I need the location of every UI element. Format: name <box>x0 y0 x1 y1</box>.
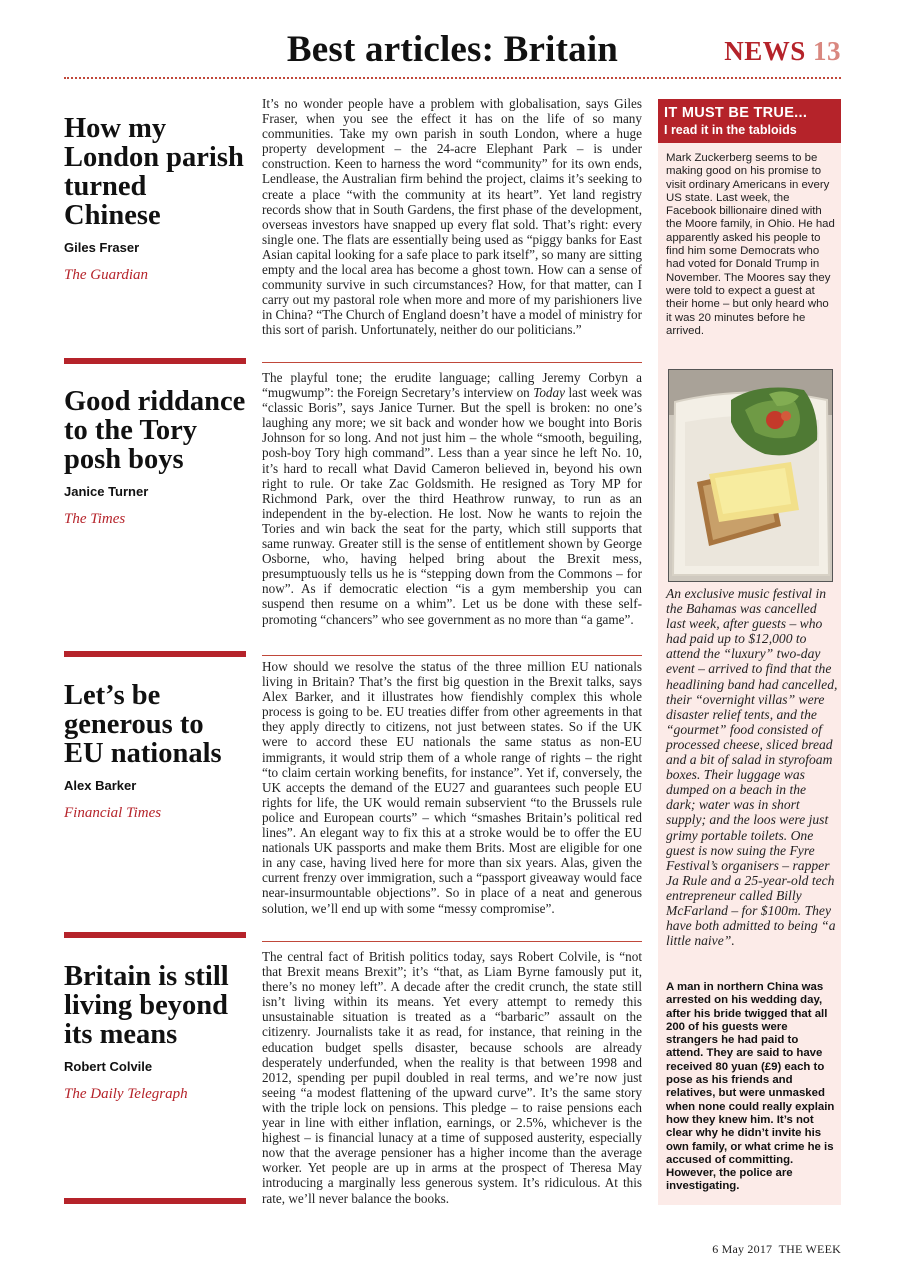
section-name: NEWS <box>724 36 806 66</box>
article-source: Financial Times <box>64 805 162 821</box>
article-source: The Times <box>64 511 126 527</box>
article-body <box>262 370 642 627</box>
article-header-eu <box>64 681 246 822</box>
sidebar-subtitle: I read it in the tabloids <box>664 123 797 137</box>
article-body: The central fact of British politics today, says Robert Colvile, is “not that Brexit means Brexit”; it’s “that, as Liam Byrne famously put it, there’s no money left”. A decade after the credit crunch, the state still isn’t living within its means. Yet every attempt to remedy this unsustainable situation is treated as a “barbaric” assault on the citizenry. Journalists take it as read, for instance, that reining in the education budget spells disaster, because schools are already desperately underfunded, when the reality is that between 1998 and 2012, spending per pupil doubled in real terms, and we’re now just seeing “a modest flattening of the upward curve”. It’s the same story with the triple lock on pensions. This pledge – to raise pensions each year in line with either inflation, earnings, or 2.5%, whichever is the highest – is financial lunacy at a time of supposed austerity, especially now that the average pensioner has a higher income than the average worker. Yet people are up in arms at the prospect of Theresa May introducing a marginally less generous system. It’s ridiculous. At this rate, we’ll never balance the books. <box>262 949 642 1206</box>
article-divider <box>64 932 246 938</box>
page-number: 13 <box>813 36 841 66</box>
article-header-parish <box>64 114 246 284</box>
sidebar-story-zuckerberg: Mark Zuckerberg seems to be making good on his promise to visit ordinary Americans in every US state. Last week, the Facebook billionaire dined with the Moore family, in Ohio. He had apparently asked his people to find him some Democrats who had voted for Donald Trump in November. The Moores say they were told to expect a guest at their home – but only heard who it was 20 minutes before he arrived. <box>666 152 835 337</box>
article-body: It’s no wonder people have a problem with globalisation, says Giles Fraser, when you see the effect it has on the life of so many communities. Take my own parish in south London, where a huge property development – the 24-acre Elephant Park – is under construction. Keen to harness the word “community” for its own ends, Lendlease, the Australian firm behind the project, claims it’s seeking to create a place “with the community at its heart”. Yet land registry records show that in South Gardens, the first phase of the development, overseas investors have snapped up every flat sold. That’s right: every single one. The flats are essentially being used as “piggy banks for East Asian capital looking for a safe place to park itself”, so many are sitting empty and the local area has become a ghost town. How can a sense of community survive in such circumstances? How, for that matter, can I carry out my pastoral role when more and more of my parishioners live in China? “The Church of England doesn’t have a model of ministry for this sort of parish. Unfortunately, neither do our politicians.” <box>262 96 642 338</box>
article-divider <box>64 651 246 657</box>
article-divider-thin <box>262 941 642 942</box>
article-source: The Daily Telegraph <box>64 1086 188 1102</box>
article-body-text: The playful tone; the erudite language; calling Jeremy Corbyn a “mugwump”: the Foreign Secretary’s interview on <box>262 370 642 401</box>
header-divider <box>64 77 841 79</box>
article-headline: Let’s be generous to EU nationals <box>64 680 222 769</box>
publication-name: THE WEEK <box>778 1242 841 1256</box>
page-footer <box>712 1242 841 1257</box>
article-divider <box>64 358 246 364</box>
programme-name: Today <box>533 385 565 401</box>
festival-food-photo <box>668 369 833 582</box>
sidebar-story-wedding: A man in northern China was arrested on his wedding day, after his bride twigged that all 200 of his guests were strangers he had paid to attend. They are said to have received 80 yuan (£9) each to pose as his friends and relatives, but were unmasked when none could really explain how they knew him. It’s not clear why he didn’t invite his own family, or what crime he is accused of committing. However, the police are investigating. <box>666 981 835 1193</box>
page-title: Best articles: Britain <box>286 29 619 70</box>
article-headline: How my London parish turned Chinese <box>64 113 244 231</box>
sidebar-header <box>658 99 841 143</box>
sidebar-story-festival: An exclusive music festival in the Bahamas was cancelled last week, after guests – who had paid up to $12,000 to attend the “luxury” two-day event – arrived to find that the headlining band had cancelled, their “overnight villas” were disaster relief tents, and the “gourmet” food consisted of processed cheese, sliced bread and a bit of salad in styrofoam boxes. Their luggage was dumped on a beach in the dark; water was in short supply; and the loos were just grimy portable toilets. One guest is now suing the Fyre Festival’s organisers – rapper Ja Rule and a 25-year-old tech entrepreneur called Billy McFarland – for $100m. They have both admitted to being “a little naive”. <box>666 586 838 949</box>
issue-date: 6 May 2017 <box>712 1242 773 1256</box>
article-source: The Guardian <box>64 267 149 283</box>
article-divider-thin <box>262 655 642 656</box>
article-divider <box>64 1198 246 1204</box>
article-headline: Good riddance to the Tory posh boys <box>64 386 246 475</box>
article-body-text: last week was “classic Boris”, says Janice Turner. But the spell is broken: no one’s laughing any more; we sit back and wonder how we bought into Boris Johnson for so long. And not just him – the whole “smooth, beguiling, posh-boy Tory high command”. Less than a year since he left No. 10, it’s hard to recall what David Cameron believed in, beyond his own right to rule. Or take Zac Goldsmith. He resigned as Tory MP for Richmond Park, over the third Heathrow runway, to run as an independent in the by-election. He lost. Now he wants to rejoin the Tories and win back the seat for the party, which still supports that same runway. Greater still is the sense of entitlement shown by George Osborne, who, having helped bring about the Brexit mess, presumptuously tells us he is “stepping down from the Commons – for now”. As if democratic election “is a gym membership you can suspend then resume on a whim”. Let us be done with these self-promoting “chancers” who see government as no more than “a game”. <box>262 385 642 627</box>
article-author: Janice Turner <box>64 484 149 499</box>
article-author: Robert Colvile <box>64 1059 153 1074</box>
article-header-tory <box>64 387 246 528</box>
article-header-means <box>64 962 246 1103</box>
section-label <box>724 36 841 67</box>
article-body: How should we resolve the status of the three million EU nationals living in Britain? That’s the first big question in the Brexit talks, says Alex Barker, and it illustrates how fiendishly complex this whole process is going to be. EU treaties differ from other agreements in that they apply directly to citizens, not just between states. So if the UK were to accord these EU nationals the same status as non-EU immigrants, it would strip them of a whole range of rights – the right “to claim certain working benefits, for instance”. Yet if, conversely, the UK accepts the demand of the EU27 and guarantees such people EU rights for life, the UK would remain subservient “to the Brussels rule police and European courts” – which “smashes Britain’s political red lines”. An elegant way to fix this at a stroke would be to offer the EU nationals UK passports and make them Brits. Most are eligible for one in any case, having lived here for more than six years. Alas, given the current frenzy over immigration, such a “passport giveaway would face near-insurmountable objections”. So in place of a neat and generous solution, we’ll end up with some “messy compromise”. <box>262 659 642 916</box>
article-author: Giles Fraser <box>64 240 140 255</box>
article-headline: Britain is still living beyond its means <box>64 961 229 1050</box>
article-divider-thin <box>262 362 642 363</box>
sidebar-title: IT MUST BE TRUE... <box>664 105 808 121</box>
article-author: Alex Barker <box>64 778 137 793</box>
